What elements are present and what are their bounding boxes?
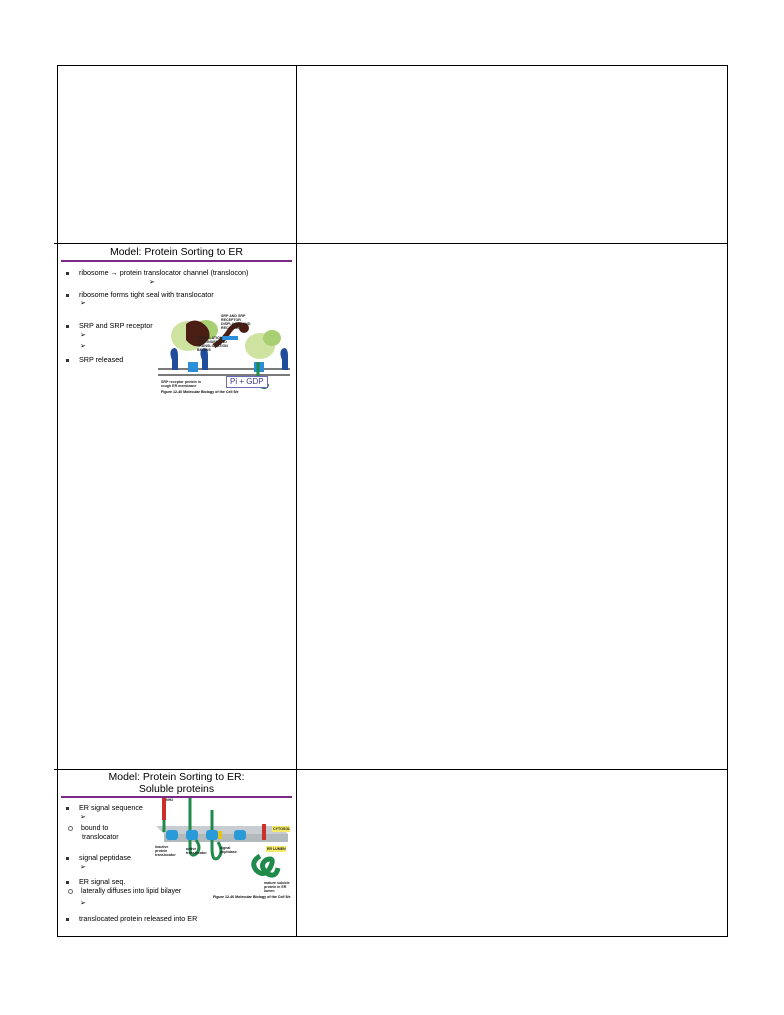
srp-receptor-right (280, 348, 288, 370)
sub-translocator: translocator (82, 834, 119, 841)
translocator-3 (206, 830, 218, 840)
label-nh2: NH2 (166, 798, 174, 802)
label-cytosol: CYTOSOL (273, 827, 291, 831)
sub-arrow-icon: ➢ (80, 900, 86, 907)
slide-marker (54, 769, 60, 770)
bullet-ribosome-translocator: ribosome → protein translocator channel (translocon) (66, 268, 248, 277)
figure-caption: Figure 12-46 Molecular Biology of the Cell 5/e (213, 895, 291, 899)
bullet-signal-sequence: ER signal sequence (66, 803, 143, 812)
slide-title-line1: Model: Protein Sorting to ER: (108, 771, 245, 783)
figure-caption: Figure 12-40 Molecular Biology of the Cell 5/e (161, 390, 239, 394)
title-rule (61, 260, 292, 262)
sub-arrow-icon: ➢ (80, 300, 86, 307)
translocator-4 (234, 830, 246, 840)
membrane-side (164, 834, 288, 842)
label-translation-continues: TRANSLATION CONTINUES AND TRANSLOCATION BEGINS (197, 336, 228, 352)
sub-arrow-icon: ➢ (149, 279, 155, 286)
soluble-protein-figure (152, 798, 292, 888)
sub-laterally-diffuses: laterally diffuses into lipid bilayer (68, 888, 181, 896)
mature-soluble-protein (254, 856, 278, 875)
srp-receptor-left (170, 348, 178, 370)
label-srp-receptor: SRP receptor protein in rough ER membrane (161, 380, 202, 388)
column-divider (296, 66, 297, 936)
slide-title-line2: Soluble proteins (138, 783, 215, 795)
sub-bound-to: bound to (68, 825, 108, 833)
er-membrane-bottom (158, 374, 290, 376)
label-srp-recycled: SRP AND SRP RECEPTOR DISPLACED AND RECYCLED (221, 314, 251, 330)
signal-peptidase (218, 831, 222, 839)
bullet-srp-receptor: SRP and SRP receptor (66, 321, 153, 330)
notes-table (57, 65, 728, 937)
sub-arrow-icon: ➢ (80, 864, 86, 871)
label-mature-protein: mature soluble protein in ER lumen (264, 881, 290, 893)
label-er-lumen: ER LUMEN (267, 847, 286, 851)
sub-arrow-icon: ➢ (80, 343, 86, 350)
slide-soluble-proteins (58, 770, 295, 936)
inactive-translocator (166, 830, 178, 840)
label-inactive-translocator: inactive protein translocator (155, 845, 176, 857)
slide-protein-sorting (58, 244, 295, 397)
bullet-er-signal-seq: ER signal seq. (66, 877, 125, 886)
sub-arrow-icon: ➢ (80, 814, 86, 821)
slide-marker (54, 243, 60, 244)
translocon-left (188, 362, 198, 372)
active-translocator (186, 830, 198, 840)
label-signal-peptidase: signal peptidase (220, 846, 237, 854)
bullet-signal-peptidase: signal peptidase (66, 853, 131, 862)
cleaved-signal (262, 824, 266, 840)
bullet-released-into-er: translocated protein released into ER (66, 914, 197, 923)
pi-gdp-label: Pi + GDP (226, 376, 268, 388)
bullet-tight-seal: ribosome forms tight seal with translocator (66, 290, 214, 299)
label-active-translocator: active translocator (186, 847, 207, 855)
sub-arrow-icon: ➢ (80, 332, 86, 339)
bullet-srp-released: SRP released (66, 355, 123, 364)
slide-title: Model: Protein Sorting to ER (109, 246, 244, 258)
ribosome-right-subunit (263, 330, 281, 346)
